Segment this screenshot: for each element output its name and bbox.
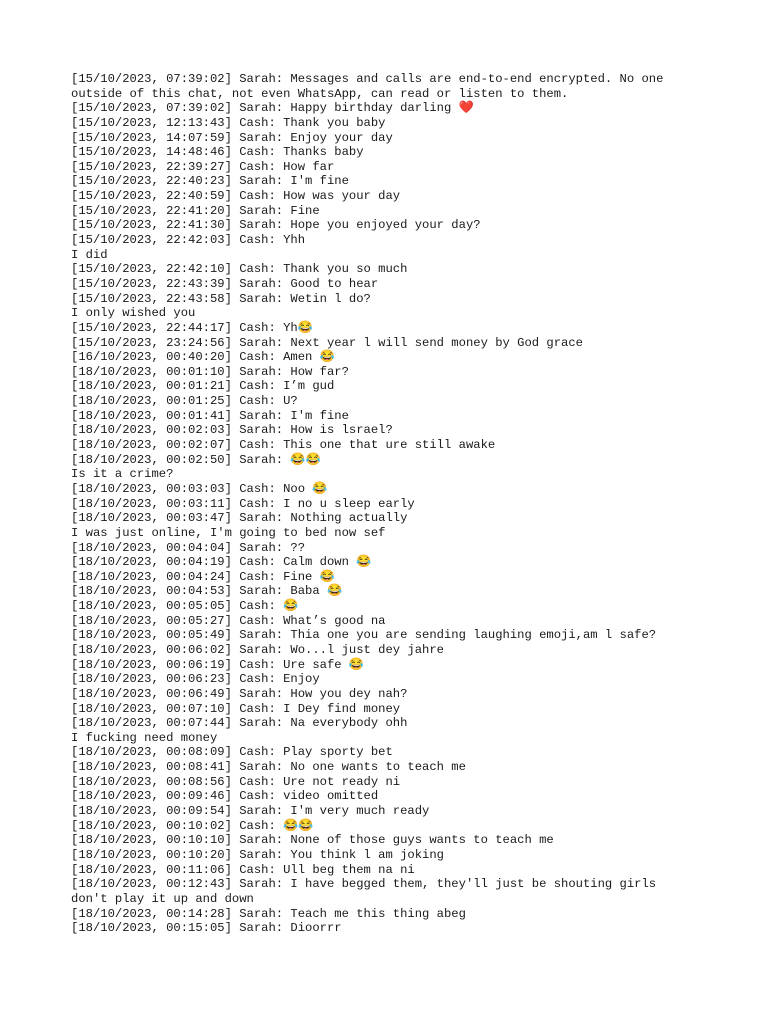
chat-line: [18/10/2023, 00:01:41] Sarah: I'm fine	[71, 408, 349, 423]
chat-line: [18/10/2023, 00:15:05] Sarah: Dioorrr	[71, 921, 342, 936]
chat-line: [18/10/2023, 00:03:03] Cash: Noo 😂	[71, 481, 328, 496]
chat-line: [15/10/2023, 23:24:56] Sarah: Next year l will send money by God grace	[71, 335, 583, 350]
chat-line: [18/10/2023, 00:06:49] Sarah: How you dey nah?	[71, 686, 408, 701]
chat-line: [18/10/2023, 00:01:10] Sarah: How far?	[71, 364, 349, 379]
chat-line: [18/10/2023, 00:06:19] Cash: Ure safe 😂	[71, 657, 365, 672]
chat-line: [18/10/2023, 00:03:11] Cash: I no u sleep early	[71, 496, 415, 511]
chat-line: Is it a crime?	[71, 467, 174, 482]
chat-line: [18/10/2023, 00:10:20] Sarah: You think l am joking	[71, 847, 444, 862]
chat-line: [18/10/2023, 00:04:04] Sarah: ??	[71, 540, 306, 555]
chat-line: [18/10/2023, 00:09:54] Sarah: I'm very much ready	[71, 804, 430, 819]
chat-line: [15/10/2023, 07:39:02] Sarah: Happy birthday darling ❤️	[71, 101, 474, 116]
chat-line: [18/10/2023, 00:04:24] Cash: Fine 😂	[71, 569, 335, 584]
chat-line: [18/10/2023, 00:02:50] Sarah: 😂😂	[71, 452, 321, 467]
chat-line: [18/10/2023, 00:07:44] Sarah: Na everybody ohh	[71, 716, 408, 731]
chat-line: I only wished you	[71, 306, 196, 321]
chat-line: [15/10/2023, 12:13:43] Cash: Thank you baby	[71, 115, 386, 130]
chat-line: I fucking need money	[71, 730, 218, 745]
chat-line: [18/10/2023, 00:07:10] Cash: I Dey find money	[71, 701, 401, 716]
chat-line: [18/10/2023, 00:14:28] Sarah: Teach me this thing abeg	[71, 906, 466, 921]
chat-line: outside of this chat, not even WhatsApp, can read or listen to them.	[71, 86, 569, 101]
chat-transcript	[71, 72, 761, 936]
chat-line: [15/10/2023, 22:42:03] Cash: Yhh	[71, 233, 306, 248]
chat-line: I did	[71, 247, 108, 262]
chat-line: [18/10/2023, 00:08:56] Cash: Ure not ready ni	[71, 774, 401, 789]
chat-line: [15/10/2023, 22:41:20] Sarah: Fine	[71, 203, 320, 218]
chat-line: [18/10/2023, 00:01:21] Cash: I’m gud	[71, 379, 335, 394]
chat-line: [18/10/2023, 00:08:09] Cash: Play sporty bet	[71, 745, 393, 760]
chat-line: [15/10/2023, 14:48:46] Cash: Thanks baby	[71, 145, 364, 160]
chat-line: [18/10/2023, 00:02:07] Cash: This one that ure still awake	[71, 438, 496, 453]
chat-line: [18/10/2023, 00:04:19] Cash: Calm down 😂	[71, 555, 372, 570]
chat-line: [15/10/2023, 22:41:30] Sarah: Hope you enjoyed your day?	[71, 218, 481, 233]
chat-line: [18/10/2023, 00:02:03] Sarah: How is lsrael?	[71, 423, 393, 438]
chat-line: [18/10/2023, 00:06:23] Cash: Enjoy	[71, 672, 320, 687]
chat-line: [15/10/2023, 22:43:58] Sarah: Wetin l do?	[71, 291, 371, 306]
chat-line: [15/10/2023, 22:42:10] Cash: Thank you so much	[71, 262, 408, 277]
chat-line: [15/10/2023, 07:39:02] Sarah: Messages and calls are end-to-end encrypted. No one	[71, 72, 664, 86]
chat-line: [18/10/2023, 00:06:02] Sarah: Wo...l just dey jahre	[71, 642, 444, 657]
chat-line: [18/10/2023, 00:10:02] Cash: 😂😂	[71, 818, 314, 833]
chat-line: [18/10/2023, 00:03:47] Sarah: Nothing actually	[71, 511, 408, 526]
chat-line: [18/10/2023, 00:09:46] Cash: video omitted	[71, 789, 379, 804]
chat-line: [15/10/2023, 22:43:39] Sarah: Good to hear	[71, 276, 379, 291]
chat-line: [18/10/2023, 00:04:53] Sarah: Baba 😂	[71, 584, 343, 599]
chat-line: I was just online, I'm going to bed now sef	[71, 525, 386, 540]
chat-line: [18/10/2023, 00:10:10] Sarah: None of those guys wants to teach me	[71, 833, 554, 848]
chat-line: [15/10/2023, 22:40:59] Cash: How was your day	[71, 189, 401, 204]
chat-line: [18/10/2023, 00:05:49] Sarah: Thia one you are sending laughing emoji,am l safe?	[71, 628, 657, 643]
chat-line: [18/10/2023, 00:12:43] Sarah: I have begged them, they'll just be shouting girls	[71, 877, 657, 892]
chat-line: [18/10/2023, 00:01:25] Cash: U?	[71, 394, 298, 409]
chat-line: don't play it up and down	[71, 891, 254, 906]
chat-line: [18/10/2023, 00:05:05] Cash: 😂	[71, 599, 299, 614]
chat-line: [15/10/2023, 22:39:27] Cash: How far	[71, 159, 335, 174]
chat-line: [18/10/2023, 00:05:27] Cash: What’s good na	[71, 613, 386, 628]
chat-line: [18/10/2023, 00:11:06] Cash: Ull beg them na ni	[71, 862, 415, 877]
chat-line: [15/10/2023, 22:44:17] Cash: Yh😂	[71, 320, 313, 335]
chat-line: [15/10/2023, 14:07:59] Sarah: Enjoy your day	[71, 130, 393, 145]
chat-line: [18/10/2023, 00:08:41] Sarah: No one wants to teach me	[71, 760, 466, 775]
chat-line: [16/10/2023, 00:40:20] Cash: Amen 😂	[71, 350, 335, 365]
chat-line: [15/10/2023, 22:40:23] Sarah: I'm fine	[71, 174, 349, 189]
